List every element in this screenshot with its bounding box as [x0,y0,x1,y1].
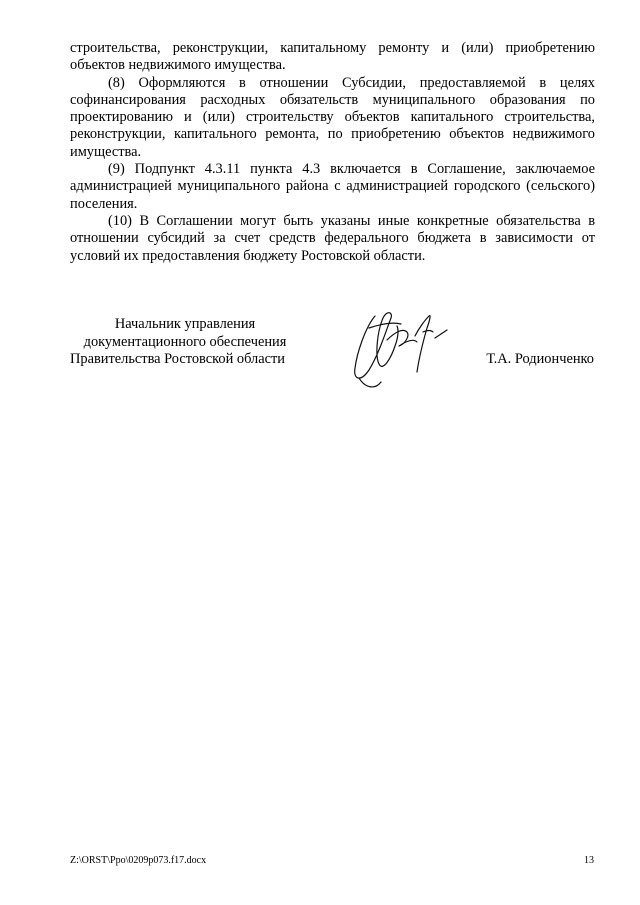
footer-file-path: Z:\ORST\Ppo\0209p073.f17.docx [70,855,207,866]
paragraph-10: (10) В Соглашении могут быть указаны иные конкретные обязательства в отношении субсидий за счет средств федерального бюджета в зависимости от условий их предоставления бюджету Ростовской области. [70,212,595,264]
position-line-3: Правительства Ростовской области [70,351,285,367]
position-line-2: документационного обеспечения [83,333,287,350]
paragraph-8: (8) Оформляются в отношении Субсидии, предоставляемой в целях софинансирования расходных обязательств муниципального образования по проектированию и (или) строительству объектов капитального строительства, реконструкции, капитального ремонта, по приобретению объектов недвижимого имущества. [70,74,595,160]
signatory-name: Т.А. Родионченко [486,351,594,367]
signatory-position [70,316,300,369]
paragraph-9: (9) Подпункт 4.3.11 пункта 4.3 включается в Соглашение, заключаемое администрацией муниципального района с администрацией городского (сельского) поселения. [70,161,595,212]
body-text [70,40,595,265]
footer-page-number: 13 [584,855,594,866]
handwritten-signature [335,298,455,398]
position-line-1: Начальник управления [114,316,256,332]
paragraph-continuation: строительства, реконструкции, капитальному ремонту и (или) приобретению объектов недвижимого имущества. [70,40,595,74]
